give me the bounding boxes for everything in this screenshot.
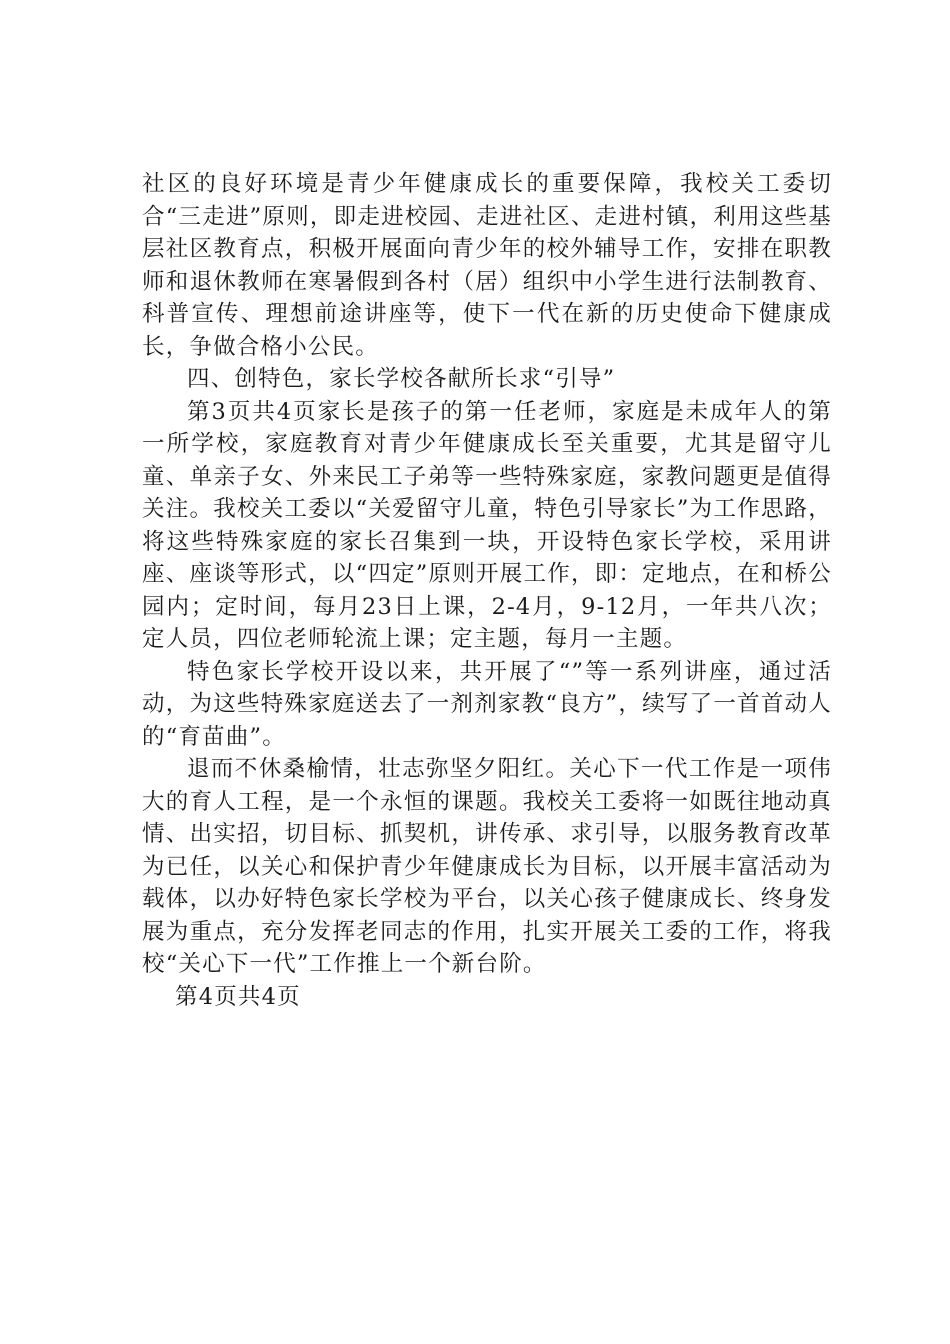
paragraph-parent-school: 第3页共4页家长是孩子的第一任老师，家庭是未成年人的第一所学校，家庭教育对青少年健康成长至关重要，尤其是留守儿童、单亲子女、外来民工子弟等一些特殊家庭，家教问题更是值得关注。我校关工委以“关爱留守儿童，特色引导家长”为工作思路，将这些特殊家庭的家长召集到一块，开设特色家长学校，采用讲座、座谈等形式，以“四定”原则开展工作，即：定地点，在和桥公园内；定时间，每月23日上课，2-4月，9-12月，一年共八次；定人员，四位老师轮流上课；定主题，每月一主题。	[142, 398, 832, 652]
paragraph-lectures: 特色家长学校开设以来，共开展了“”等一系列讲座，通过活动，为这些特殊家庭送去了一剂剂家教“良方”，续写了一首首动人的“育苗曲”。	[142, 658, 832, 750]
section-heading-four: 四、创特色，家长学校各献所长求“引导”	[187, 366, 616, 392]
paragraph-conclusion: 退而不休桑榆情，壮志弥坚夕阳红。关心下一代工作是一项伟大的育人工程，是一个永恒的课题。我校关工委将一如既往地动真情、出实招，切目标、抓契机，讲传承、求引导，以服务教育改革为已任，以关心和保护青少年健康成长为目标，以开展丰富活动为载体，以办好特色家长学校为平台，以关心孩子健康成长、终身发展为重点，充分发挥老同志的作用，扎实开展关工委的工作，将我校“关心下一代”工作推上一个新台阶。	[142, 756, 832, 977]
document-body	[142, 168, 832, 1013]
page-footer: 第4页共4页	[175, 983, 301, 1010]
paragraph-community: 社区的良好环境是青少年健康成长的重要保障，我校关工委切合“三走进”原则，即走进校园、走进社区、走进村镇，利用这些基层社区教育点，积极开展面向青少年的校外辅导工作，安排在职教师和退休教师在寒暑假到各村（居）组织中小学生进行法制教育、科普宣传、理想前途讲座等，使下一代在新的历史使命下健康成长，争做合格小公民。	[142, 171, 832, 360]
